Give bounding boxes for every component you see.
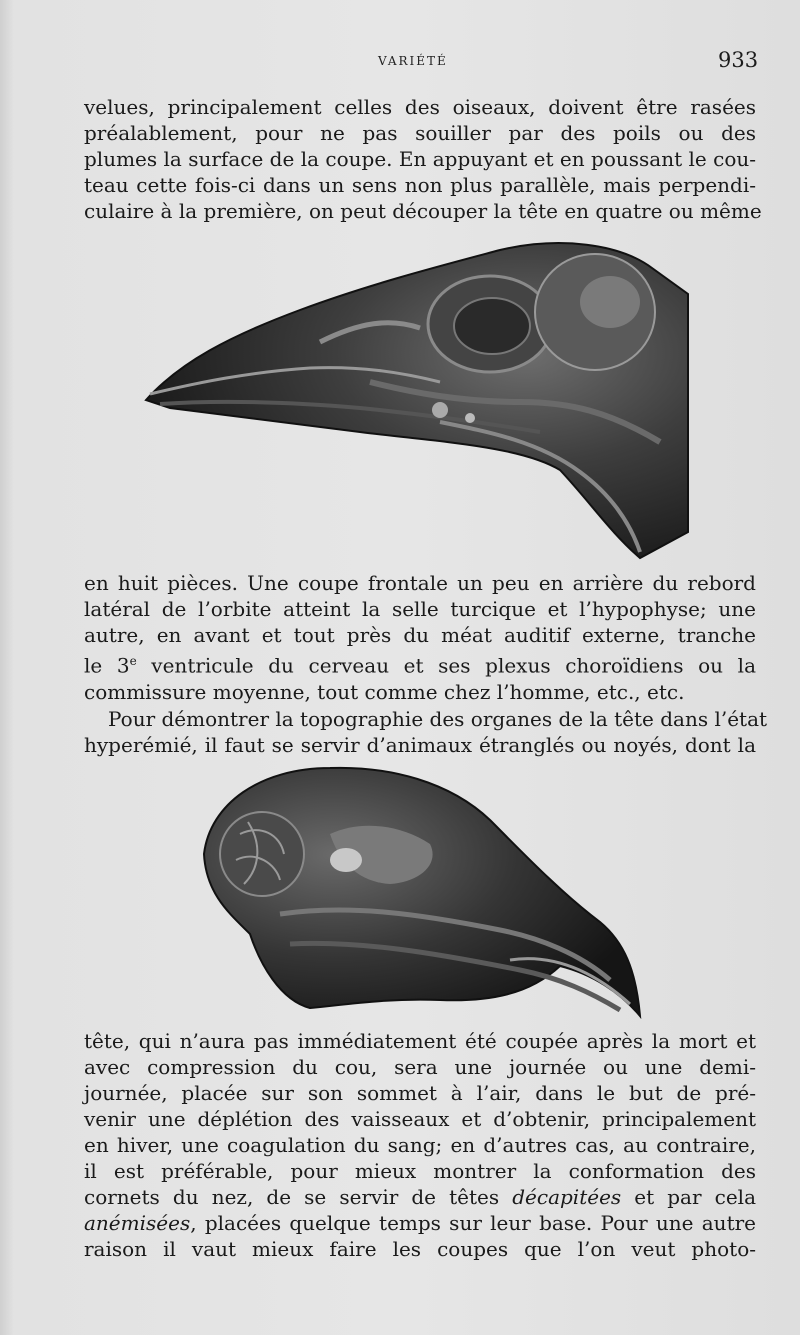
text-line: en huit pièces. Une coupe frontale un peu en arrière du rebord <box>84 571 756 595</box>
text-line <box>84 1210 756 1236</box>
text-line: autre, en avant et tout près du méat auditif externe, tranche <box>84 623 756 647</box>
text-line: en hiver, une coagulation du sang; en d’autres cas, au contraire, <box>84 1133 756 1157</box>
text-line <box>84 1184 756 1210</box>
text-line: Pour démontrer la topographie des organes de la tête dans l’état <box>108 707 768 731</box>
paragraph-3 <box>84 706 768 758</box>
text-line: hyperémié, il faut se servir d’animaux étranglés ou noyés, dont la <box>84 733 756 757</box>
text-line: commissure moyenne, tout comme chez l’homme, etc., etc. <box>84 679 685 704</box>
italic-word-decapitees: décapitées <box>512 1185 622 1209</box>
page-header <box>0 48 800 78</box>
text-line: latéral de l’orbite atteint la selle turcique et l’hypophyse; une <box>84 597 756 621</box>
paragraph-2 <box>84 570 756 705</box>
text-line: il est préférable, pour mieux montrer la conformation des <box>84 1159 756 1183</box>
running-head: VARIÉTÉ <box>378 54 448 68</box>
text-line: le 3e ventricule du cerveau et ses plexus choroïdiens ou la <box>84 653 756 678</box>
text-line: raison il vaut mieux faire les coupes que l’on veut photo- <box>84 1237 756 1261</box>
text-run: et par cela <box>621 1185 756 1209</box>
text-run: , placées quelque temps sur leur base. Pour une autre <box>190 1211 756 1235</box>
paragraph-4 <box>84 1028 756 1262</box>
figure-bird-head-section-1 <box>140 232 692 562</box>
text-line: tête, qui n’aura pas immédiatement été coupée après la mort et <box>84 1029 756 1053</box>
text-line: venir une déplétion des vaisseaux et d’obtenir, principalement <box>84 1107 756 1131</box>
text-line: préalablement, pour ne pas souiller par des poils ou des <box>84 121 756 145</box>
text-line: plumes la surface de la coupe. En appuyant et en poussant le cou- <box>84 147 756 171</box>
text-line: journée, placée sur son sommet à l’air, dans le but de pré- <box>84 1081 756 1105</box>
text-line: teau cette fois-ci dans un sens non plus parallèle, mais perpendi- <box>84 173 756 197</box>
page-number: 933 <box>718 48 759 72</box>
text-run: cornets du nez, de se servir de têtes <box>84 1185 513 1209</box>
italic-word-anemisees: anémisées <box>84 1211 191 1235</box>
figure-bird-head-section-2 <box>200 764 644 1022</box>
paragraph-1 <box>84 94 762 224</box>
text-line: culaire à la première, on peut découper la tête en quatre ou même <box>84 199 762 223</box>
text-line: velues, principalement celles des oiseaux, doivent être rasées <box>84 95 756 119</box>
text-line: avec compression du cou, sera une journée ou une demi- <box>84 1055 756 1079</box>
